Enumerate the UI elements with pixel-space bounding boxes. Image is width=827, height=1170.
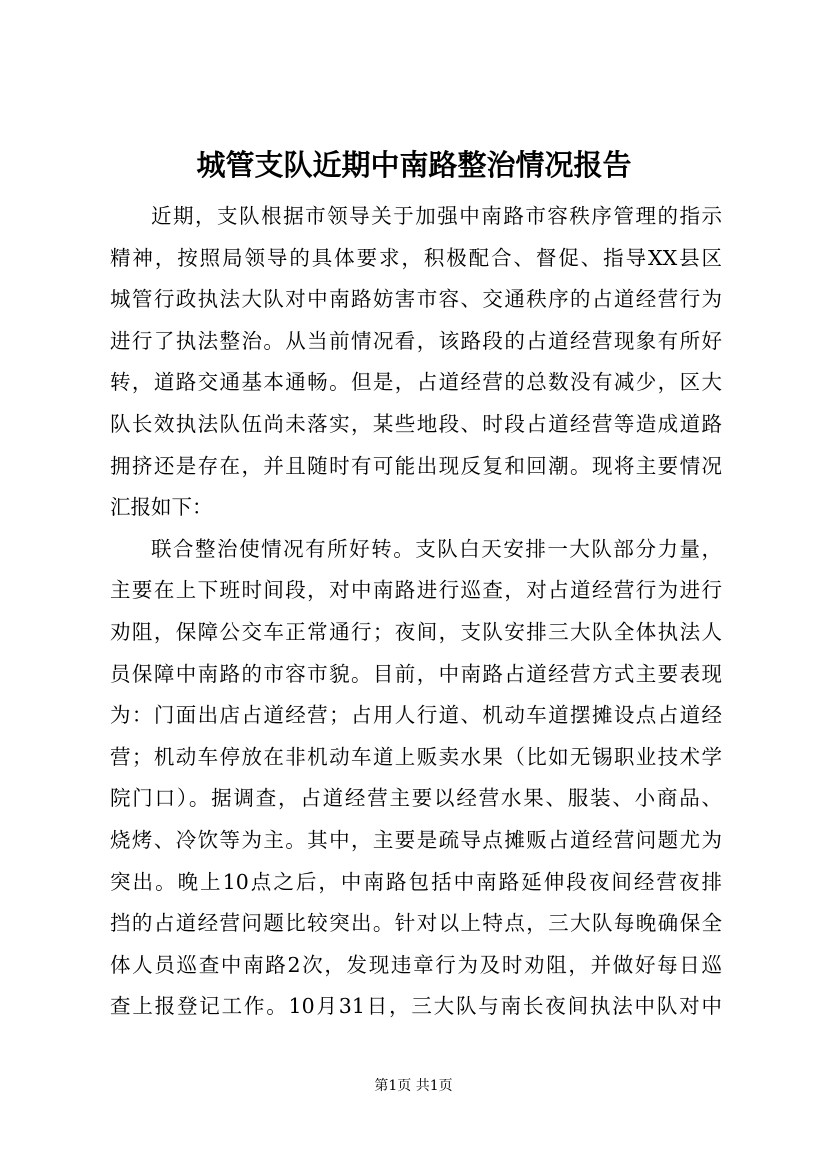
paragraph-line: 劝阻，保障公交车正常通行；夜间，支队安排三大队全体执法人 <box>110 619 722 644</box>
page-footer: 第1页 共1页 <box>374 1078 453 1094</box>
paragraph-line: 转，道路交通基本通畅。但是，占道经营的总数没有减少，区大 <box>110 370 722 395</box>
paragraph-line: 主要在上下班时间段，对中南路进行巡查，对占道经营行为进行 <box>110 578 722 603</box>
paragraph-line: 城管行政执法大队对中南路妨害市容、交通秩序的占道经营行为 <box>110 287 722 312</box>
paragraph-line: 近期，支队根据市领导关于加强中南路市容秩序管理的指示 <box>151 204 722 228</box>
paragraph-line: 拥挤还是存在，并且随时有可能出现反复和回潮。现将主要情况 <box>110 453 722 478</box>
paragraph-2 <box>110 529 722 1028</box>
paragraph-1 <box>110 196 722 529</box>
document-title: 城管支队近期中南路整治情况报告 <box>196 148 632 182</box>
paragraph-line: 队长效执法队伍尚未落实，某些地段、时段占道经营等造成道路 <box>110 411 722 436</box>
paragraph-line: 汇报如下： <box>110 495 213 520</box>
paragraph-line: 查上报登记工作。10月31日，三大队与南长夜间执法中队对中 <box>110 994 722 1019</box>
paragraph-line: 体人员巡查中南路2次，发现违章行为及时劝阻，并做好每日巡 <box>110 952 722 977</box>
paragraph-line: 烧烤、冷饮等为主。其中，主要是疏导点摊贩占道经营问题尤为 <box>110 827 722 852</box>
paragraph-line: 联合整治使情况有所好转。支队白天安排一大队部分力量， <box>151 536 722 561</box>
paragraph-line: 为：门面出店占道经营；占用人行道、机动车道摆摊设点占道经 <box>110 703 722 728</box>
paragraph-line: 员保障中南路的市容市貌。目前，中南路占道经营方式主要表现 <box>110 661 722 686</box>
paragraph-line: 挡的占道经营问题比较突出。针对以上特点，三大队每晚确保全 <box>110 911 722 936</box>
paragraph-line: 精神，按照局领导的具体要求，积极配合、督促、指导XX县区 <box>110 245 722 270</box>
paragraph-line: 进行了执法整治。从当前情况看，该路段的占道经营现象有所好 <box>110 328 722 353</box>
paragraph-line: 突出。晚上10点之后，中南路包括中南路延伸段夜间经营夜排 <box>110 869 722 894</box>
paragraph-line: 营；机动车停放在非机动车道上贩卖水果（比如无锡职业技术学 <box>110 744 722 769</box>
paragraph-line: 院门口）。据调查，占道经营主要以经营水果、服装、小商品、 <box>110 786 722 811</box>
document-body <box>110 196 722 1028</box>
